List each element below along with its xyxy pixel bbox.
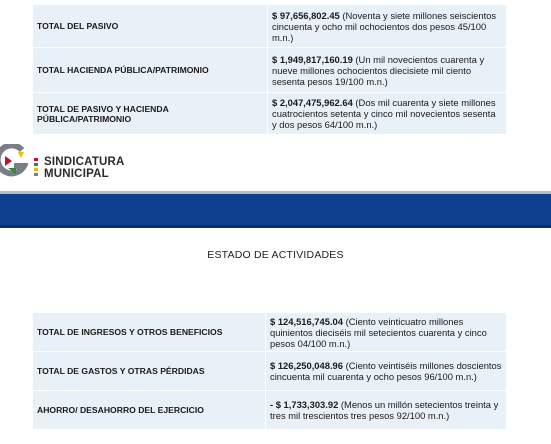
sindicatura-logo xyxy=(0,140,130,184)
row-label: TOTAL DE GASTOS Y OTRAS PÉRDIDAS xyxy=(33,352,266,391)
row-amount-words: (Ciento veinticuatro millones quinientos dieciséis mil setecientos cuarenta y cinco pesos 04/100 m.n.) xyxy=(270,315,487,349)
balance-summary-table xyxy=(32,4,507,135)
row-label: TOTAL DE PASIVO Y HACIENDA PÚBLICA/PATRIMONIO xyxy=(33,93,268,135)
table-row xyxy=(33,313,507,352)
table-row xyxy=(33,391,507,430)
row-value xyxy=(268,48,507,93)
activities-summary-table xyxy=(32,312,507,430)
row-label: AHORRO/ DESAHORRO DEL EJERCICIO xyxy=(33,391,266,430)
table-row xyxy=(33,352,507,391)
logo-line-1: SINDICATURA xyxy=(44,156,125,168)
row-amount: $ 126,250,048.96 xyxy=(270,360,343,371)
row-label: TOTAL HACIENDA PÚBLICA/PATRIMONIO xyxy=(33,48,268,93)
header-band-shadow xyxy=(0,225,551,228)
row-label: TOTAL DE INGRESOS Y OTROS BENEFICIOS xyxy=(33,313,266,352)
row-amount: $ 2,047,475,962.64 xyxy=(272,97,353,108)
row-amount: $ 1,949,817,160.19 xyxy=(272,53,353,65)
row-label: TOTAL DEL PASIVO xyxy=(33,5,268,48)
row-amount-words: (Un mil novecientos cuarenta y nueve millones ochocientos diecisiete mil ciento sesenta pesos 19/100 m.n.) xyxy=(272,53,485,87)
row-value xyxy=(268,93,507,135)
logo-bars-icon xyxy=(34,158,38,178)
row-value xyxy=(266,313,507,352)
section-title: ESTADO DE ACTIVIDADES xyxy=(207,249,344,261)
header-band-blue xyxy=(0,194,551,225)
logo-mark-icon xyxy=(0,144,28,178)
row-value xyxy=(266,352,507,391)
logo-line-2: MUNICIPAL xyxy=(44,168,109,180)
row-value xyxy=(266,391,507,430)
table-row xyxy=(33,5,507,48)
table-row xyxy=(33,48,507,93)
row-amount-words: (Dos mil cuarenta y siete millones cuatrocientos setenta y cinco mil novecientos sesenta y dos pesos 64/100 m.n.) xyxy=(272,97,496,130)
row-amount-words: (Ciento veintiséis millones doscientos cincuenta mil cuarenta y ocho pesos 96/100 m.n.) xyxy=(270,360,502,382)
row-value xyxy=(268,5,507,48)
row-amount: - $ 1,733,303.92 xyxy=(270,399,339,410)
row-amount-words: (Menos un millón setecientos treinta y tres mil trescientos tres pesos 92/100 m.n.) xyxy=(270,399,499,421)
table-row xyxy=(33,93,507,135)
row-amount-words: (Noventa y siete millones seiscientos cincuenta y ocho mil ochocientos dos pesos 45/100 m.n.) xyxy=(272,9,497,43)
row-amount: $ 124,516,745.04 xyxy=(270,315,343,327)
logo-wordmark xyxy=(44,156,125,180)
row-amount: $ 97,656,802.45 xyxy=(272,9,340,21)
